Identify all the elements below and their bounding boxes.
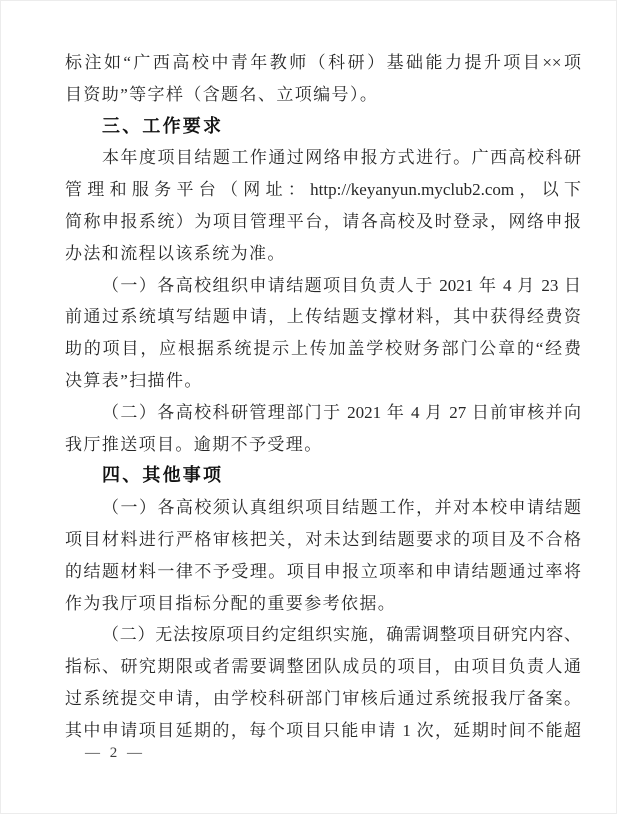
text-line: 的结题材料一律不予受理。项目申报立项率和申请结题通过率将	[65, 561, 581, 581]
text-line: 管理和服务平台（网址：http://keyanyun.myclub2.com，以下	[65, 180, 581, 200]
text-line: 助的项目，应根据系统提示上传加盖学校财务部门公章的“经费	[65, 339, 581, 359]
text-line: （一）各高校须认真组织项目结题工作，并对本校申请结题	[102, 498, 581, 518]
text-line: （二）各高校科研管理部门于 2021 年 4 月 27 日前审核并向	[102, 402, 581, 422]
text-line: 过系统提交申请，由学校科研部门审核后通过系统报我厅备案。	[65, 688, 581, 708]
text-line: （一）各高校组织申请结题项目负责人于 2021 年 4 月 23 日	[102, 275, 581, 295]
text-line: 标注如“广西高校中青年教师（科研）基础能力提升项目××项	[65, 53, 581, 72]
text-line: （二）无法按原项目约定组织实施，确需调整项目研究内容、	[102, 625, 581, 645]
section-heading: 四、其他事项	[102, 465, 224, 486]
text-line: 目资助”等字样（含题名、立项编号）。	[65, 84, 379, 104]
text-line: 本年度项目结题工作通过网络申报方式进行。广西高校科研	[102, 148, 581, 168]
text-line: 前通过系统填写结题申请，上传结题支撑材料，其中获得经费资	[65, 307, 581, 327]
page-number: — 2 —	[85, 745, 145, 761]
section-heading: 三、工作要求	[102, 115, 224, 136]
text-line: 其中申请项目延期的，每个项目只能申请 1 次，延期时间不能超	[65, 720, 581, 740]
document-body	[65, 47, 581, 747]
text-line: 作为我厅项目指标分配的重要参考依据。	[65, 593, 397, 613]
text-line: 项目材料进行严格审核把关，对未达到结题要求的项目及不合格	[65, 529, 581, 549]
text-line: 我厅推送项目。逾期不予受理。	[65, 434, 323, 454]
text-line: 决算表”扫描件。	[65, 370, 203, 390]
text-line: 办法和流程以该系统为准。	[65, 243, 286, 263]
text-line: 简称申报系统）为项目管理平台，请各高校及时登录，网络申报	[65, 211, 581, 231]
text-line: 指标、研究期限或者需要调整团队成员的项目，由项目负责人通	[65, 657, 581, 677]
